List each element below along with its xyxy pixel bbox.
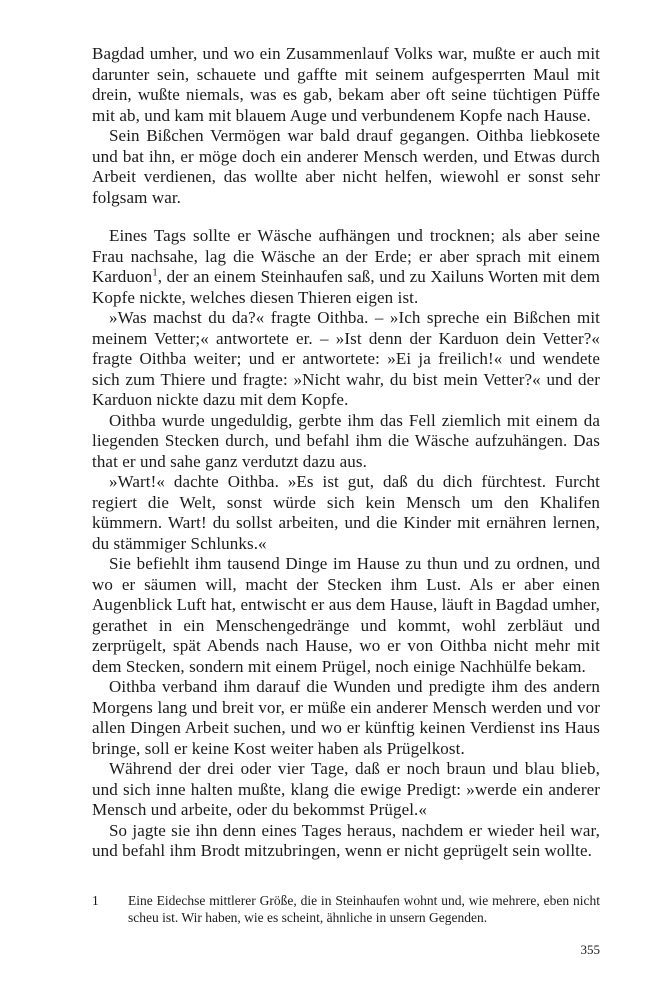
paragraph: So jagte sie ihn denn eines Tages heraus, nachdem er wieder heil war, und befahl ihm Brodt mitzubringen, wenn er nicht geprügelt sein wollte. (92, 820, 600, 860)
page-number: 355 (580, 941, 600, 957)
footnote (92, 892, 600, 927)
footnote-text: Eine Eidechse mittlerer Größe, die in Steinhaufen wohnt und, wie mehrere, eben nicht scheu ist. Wir haben, wie es scheint, ähnliche in unsern Gegenden. (128, 892, 600, 925)
paragraph: »Was machst du da?« fragte Oithba. – »Ich spreche ein Bißchen mit meinem Vetter;« antwortete er. – »Ist denn der Karduon dein Vetter?« fragte Oithba weiter; und er antwortete: »Ei ja freilich!« und wendete sich zum Thiere und fragte: »Nicht wahr, du bist mein Vetter?« und der Karduon nickte dazu mit dem Kopfe. (92, 308, 600, 409)
paragraph: Eines Tags sollte er Wäsche aufhängen und trocknen; als aber seine Frau nachsahe, lag die Wäsche an der Erde; er aber sprach mit einem Karduon$^1$, der an einem Steinhaufen saß, und zu Xailuns Worten mit dem Kopfe nickte, welches diesen Thieren eigen ist. (92, 226, 600, 307)
paragraph: Bagdad umher, und wo ein Zusammenlauf Volks war, mußte er auch mit darunter sein, schauete und gaffte mit seinem aufgesperrten Maul mit drein, wußte niemals, was es gab, bekam aber oft seine tüchtigen Püffe mit ab, und kam mit blauem Auge und verbundenem Kopfe nach Hause. (92, 44, 600, 125)
paragraph: Oithba wurde ungeduldig, gerbte ihm das Fell ziemlich mit einem da liegenden Stecken durch, und befahl ihm die Wäsche aufzuhängen. Das that er und sahe ganz verdutzt dazu aus. (92, 410, 600, 471)
footnote-reference: 1 (152, 266, 158, 279)
paragraph: Oithba verband ihm darauf die Wunden und predigte ihm des andern Morgens lang und breit vor, er müße ein anderer Mensch werden und vor allen Dingen Arbeit suchen, und wo er künftig keinen Verdienst ins Haus bringe, soll er keine Kost weiter haben als Prügelkost. (92, 677, 600, 758)
paragraph: »Wart!« dachte Oithba. »Es ist gut, daß du dich fürchtest. Furcht regiert die Welt, sonst würde sich kein Mensch um den Khalifen kümmern. Wart! du sollst arbeiten, und die Kinder mit ernähren lernen, du stämmiger Schlunks.« (92, 472, 600, 553)
body-text (92, 44, 600, 862)
paragraph: Sie befiehlt ihm tausend Dinge im Hause zu thun und zu ordnen, und wo er säumen will, macht der Stecken ihm Lust. Als er aber einen Augenblick Luft hat, entwischt er aus dem Hause, läuft in Bagdad umher, gerathet in ein Menschengedränge und kommt, wohl zerbläut und zerprügelt, spät Abends nach Hause, wo er von Oithba nicht mehr mit dem Stecken, sondern mit einem Prügel, noch einige Nachhülfe bekam. (92, 554, 600, 676)
paragraph: Während der drei oder vier Tage, daß er noch braun und blau blieb, und sich inne halten mußte, klang die ewige Predigt: »werde ein anderer Mensch und arbeite, oder du bekommst Prügel.« (92, 759, 600, 819)
footnote-marker: 1 (92, 892, 99, 908)
paragraph: Sein Bißchen Vermögen war bald drauf gegangen. Oithba liebkosete und bat ihn, er möge doch ein anderer Mensch werden, und Etwas durch Arbeit verdienen, das wollte aber nicht helfen, wiewohl er sonst sehr folgsam war. (92, 126, 600, 207)
